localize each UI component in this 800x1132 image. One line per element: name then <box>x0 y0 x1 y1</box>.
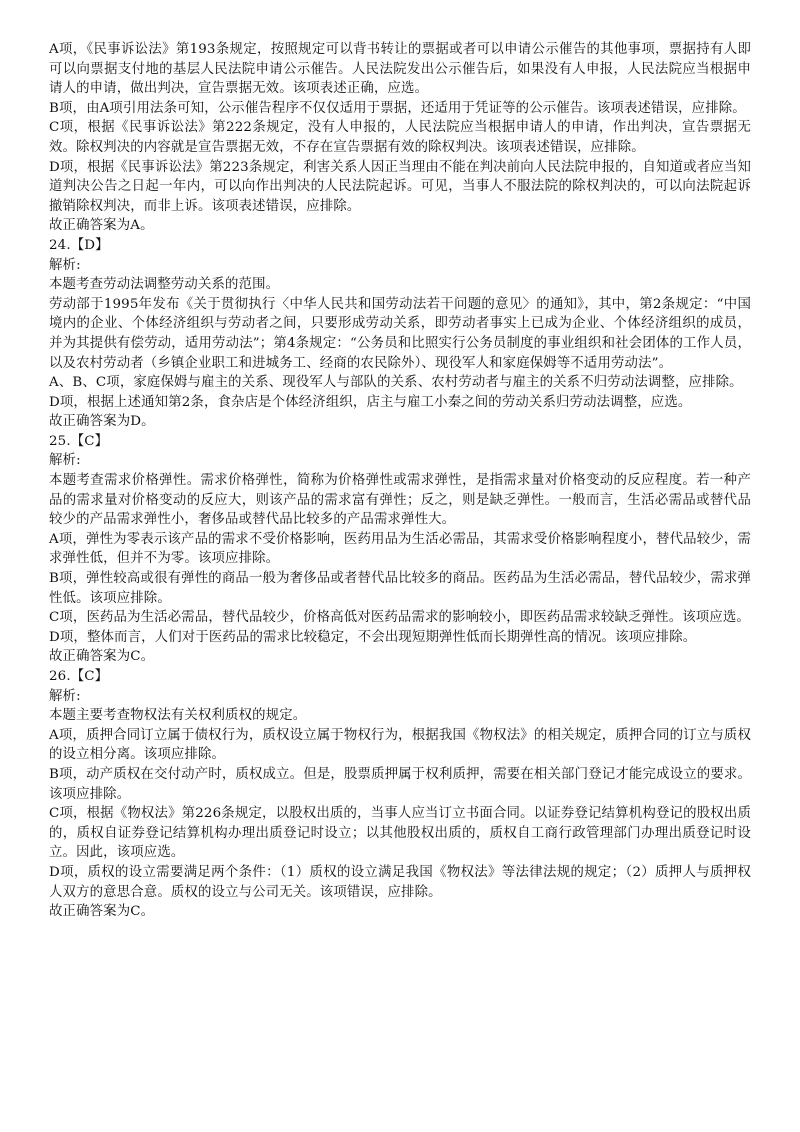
paragraph-23-option-d: D项，根据《民事诉讼法》第223条规定，利害关系人因正当理由不能在判决前向人民法院申报的，自知道或者应当知道判决公告之日起一年内，可以向作出判决的人民法院起诉。可见，当事人不服法院的除权判决的，可以向法院起诉撤销除权判决，而非上诉。该项表述错误，应排除。 <box>49 159 751 214</box>
question-26-option-b: B项，动产质权在交付动产时，质权成立。但是，股票质押属于权利质押，需要在相关部门登记才能完成设立的要求。该项应排除。 <box>49 766 751 802</box>
answer-analysis-document <box>49 40 751 922</box>
answer-24-conclusion: 故正确答案为D。 <box>49 414 155 430</box>
question-25-analysis-label: 解析: <box>49 453 81 469</box>
question-24-topic: 本题考查劳动法调整劳动关系的范围。 <box>49 277 280 293</box>
question-24-option-d: D项，根据上述通知第2条，食杂店是个体经济组织，店主与雇工小秦之间的劳动关系归劳动法调整，应选。 <box>49 394 692 410</box>
question-25-option-b: B项，弹性较高或很有弹性的商品一般为奢侈品或者替代品比较多的商品。医药品为生活必需品，替代品较少，需求弹性低。该项应排除。 <box>49 571 751 606</box>
question-25-option-d: D项，整体而言，人们对于医药品的需求比较稳定，不会出现短期弹性低而长期弹性高的情况。该项应排除。 <box>49 629 697 645</box>
question-25-topic: 本题考查需求价格弹性。需求价格弹性，简称为价格弹性或需求弹性，是指需求量对价格变动的反应程度。若一种产品的需求量对价格变动的反应大，则该产品的需求富有弹性；反之，则是缺乏弹性。一般而言，生活必需品或替代品较少的产品需求弹性小，奢侈品或替代品比较多的产品需求弹性大。 <box>49 473 751 528</box>
answer-25-conclusion: 故正确答案为C。 <box>49 649 155 665</box>
answer-23-conclusion: 故正确答案为A。 <box>49 218 154 234</box>
question-24-analysis-label: 解析: <box>49 257 81 273</box>
paragraph-23-option-b: B项，由A项引用法条可知，公示催告程序不仅仅适用于票据，还适用于凭证等的公示催告。该项表述错误，应排除。 <box>49 100 746 116</box>
question-25-option-a: A项，弹性为零表示该产品的需求不受价格影响，医药用品为生活必需品，其需求受价格影响程度小，替代品较少，需求弹性低，但并不为零。该项应排除。 <box>49 531 751 567</box>
question-26-option-d: D项，质权的设立需要满足两个条件：（1）质权的设立满足我国《物权法》等法律法规的规定；（2）质押人与质押权人双方的意思合意。质权的设立与公司无关。该项错误，应排除。 <box>49 864 751 900</box>
question-25-heading: 25.【C】 <box>49 433 109 449</box>
paragraph-23-option-a: A项，《民事诉讼法》第193条规定，按照规定可以背书转让的票据或者可以申请公示催告的其他事项，票据持有人即可以向票据支付地的基层人民法院申请公示催告。人民法院发出公示催告后，如果没有人申报，人民法院应当根据申请人的申请，做出判决，宣告票据无效。该项表述正确，应选。 <box>49 42 751 97</box>
question-26-option-c: C项，根据《物权法》第226条规定，以股权出质的，当事人应当订立书面合同。以证券登记结算机构登记的股权出质的，质权自证券登记结算机构办理出质登记时设立；以其他股权出质的，质权自工商行政管理部门办理出质登记时设立。因此，该项应选。 <box>49 806 751 861</box>
answer-26-conclusion: 故正确答案为C。 <box>49 904 155 920</box>
question-26-heading: 26.【C】 <box>49 669 109 684</box>
question-26-topic: 本题主要考查物权法有关权利质权的规定。 <box>49 708 307 724</box>
question-26-analysis-label: 解析: <box>49 688 81 704</box>
question-26-option-a: A项，质押合同订立属于债权行为，质权设立属于物权行为，根据我国《物权法》的相关规定，质押合同的订立与质权的设立相分离。该项应排除。 <box>49 727 751 763</box>
paragraph-23-option-c: C项，根据《民事诉讼法》第222条规定，没有人申报的，人民法院应当根据申请人的申请，作出判决，宣告票据无效。除权判决的内容就是宣告票据无效，不存在宣告票据有效的除权判决。该项表述错误，应排除。 <box>49 120 751 155</box>
question-25-option-c: C项，医药品为生活必需品，替代品较少，价格高低对医药品需求的影响较小，即医药品需求较缺乏弹性。该项应选。 <box>49 610 750 626</box>
question-24-heading: 24.【D】 <box>49 237 109 253</box>
question-24-option-abc: A、B、C项，家庭保姆与雇主的关系、现役军人与部队的关系、农村劳动者与雇主的关系不归劳动法调整，应排除。 <box>49 375 743 391</box>
question-24-regulation-quote: 劳动部于1995年发布《关于贯彻执行〈中华人民共和国劳动法若干问题的意见〉的通知》，其中，第2条规定：“中国境内的企业、个体经济组织与劳动者之间，只要形成劳动关系，即劳动者事实上已成为企业、个体经济组织的成员，并为其提供有偿劳动，适用劳动法”；第4条规定：“公务员和比照实行公务员制度的事业组织和社会团体的工作人员，以及农村劳动者（乡镇企业职工和进城务工、经商的农民除外）、现役军人和家庭保姆等不适用劳动法”。 <box>49 296 751 371</box>
